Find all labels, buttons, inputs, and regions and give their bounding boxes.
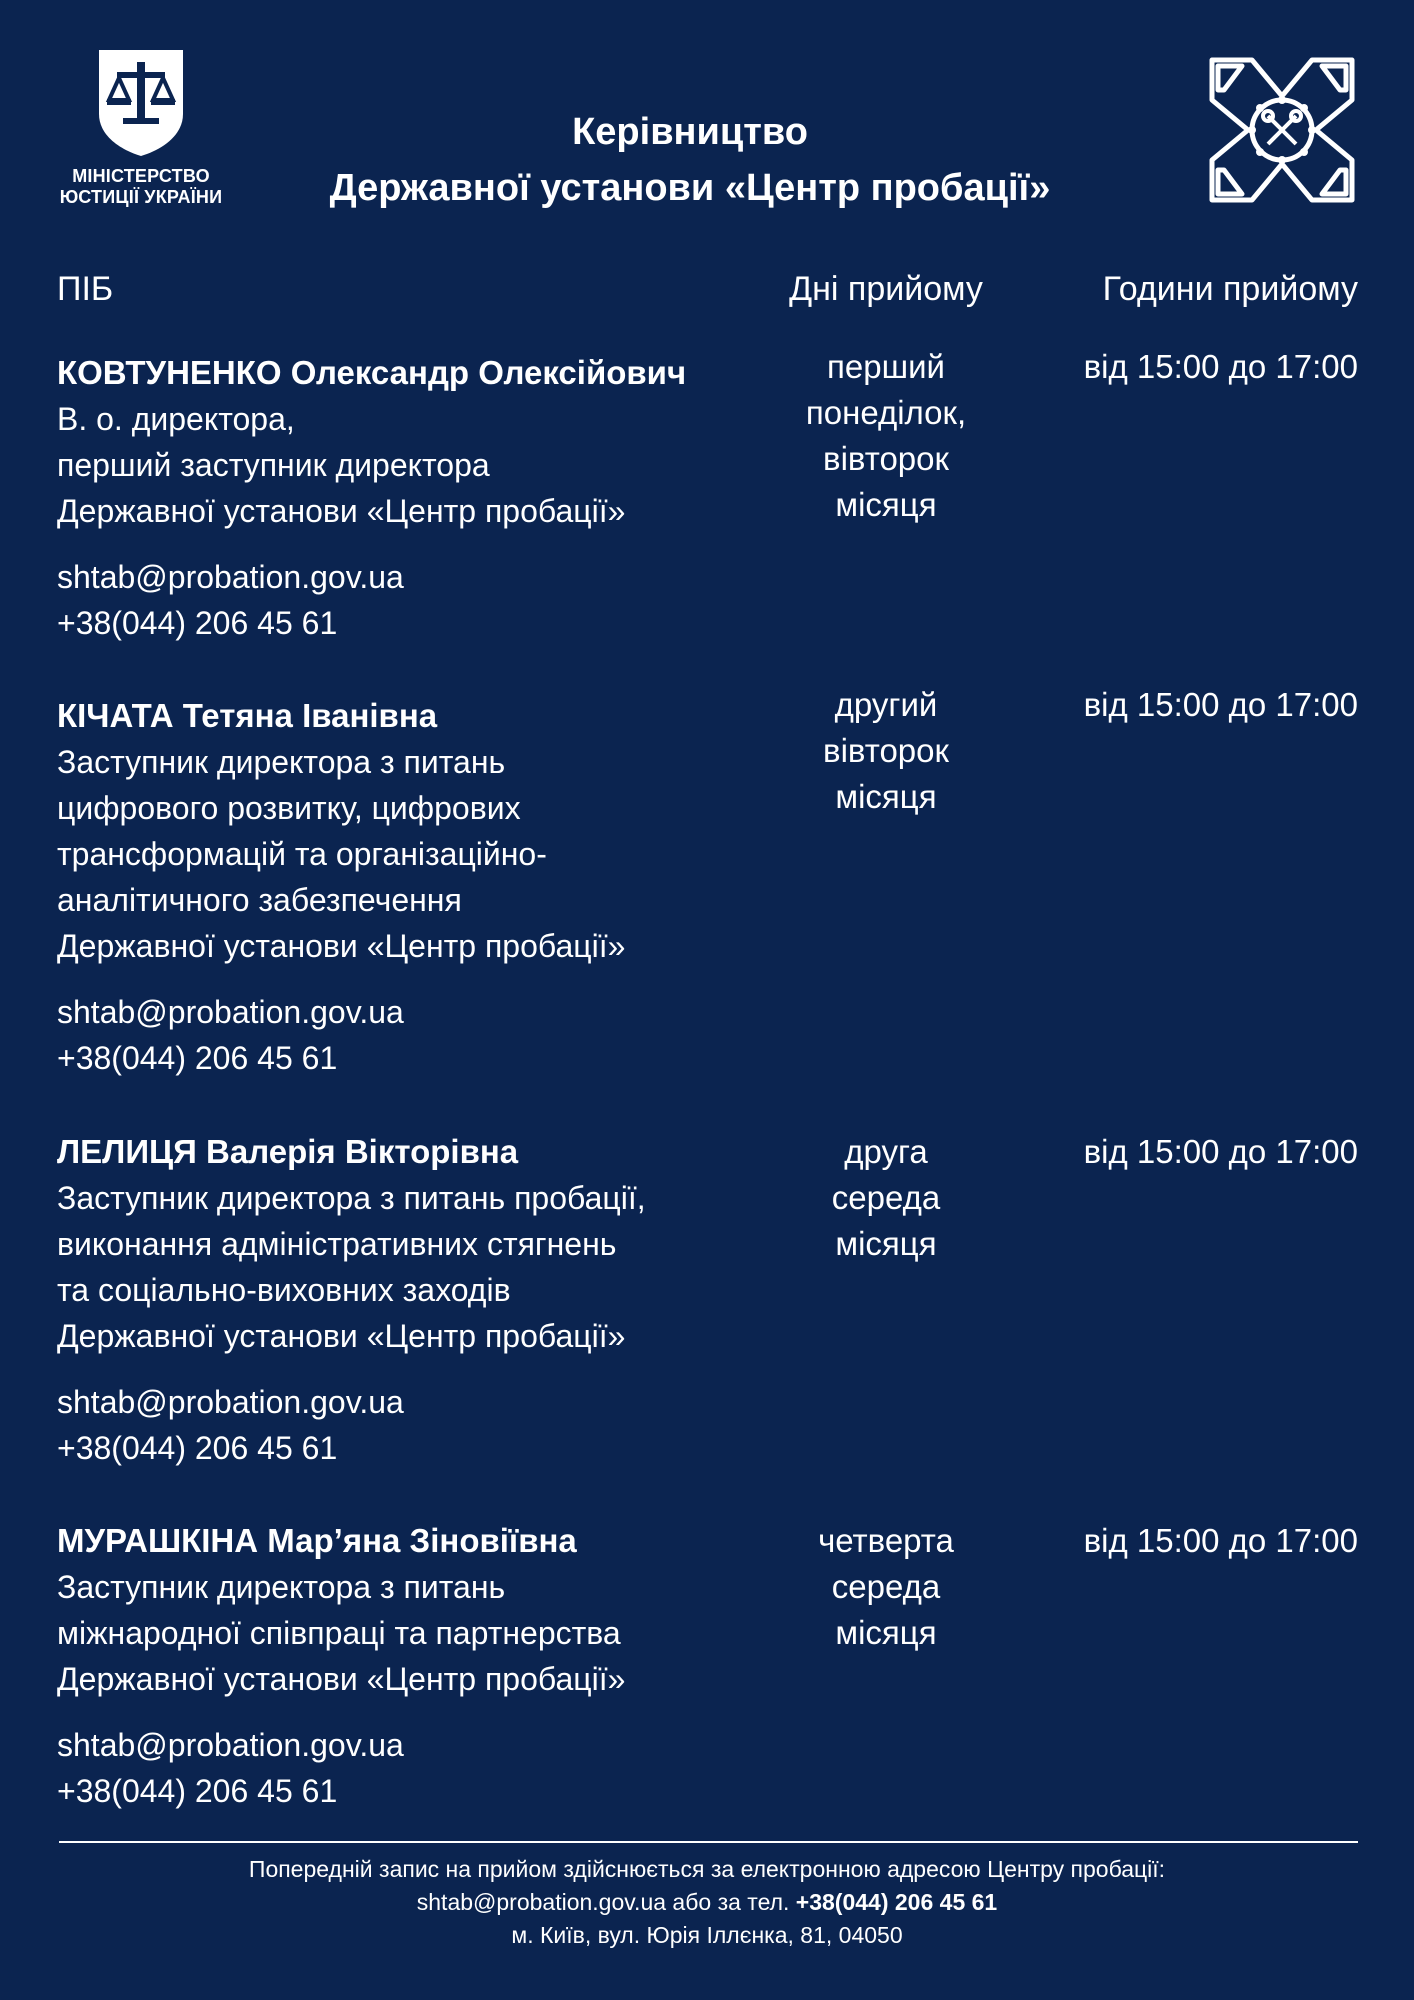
role-line: В. о. директора, — [57, 401, 295, 437]
column-header-days: Дні прийому — [789, 270, 983, 308]
email-link[interactable]: shtab@probation.gov.ua — [57, 559, 404, 595]
days-line: перший — [827, 348, 945, 385]
email-link[interactable]: shtab@probation.gov.ua — [57, 1727, 404, 1763]
probation-logo — [1208, 56, 1356, 204]
footer-note — [60, 1853, 1354, 1952]
role-line: аналітичного забезпечення — [57, 882, 462, 918]
person-entry — [57, 350, 777, 646]
title-line1: Керівництво — [572, 111, 808, 153]
reception-days — [770, 682, 1002, 820]
title-line2: Державної установи «Центр пробації» — [329, 167, 1051, 209]
reception-hours: від 15:00 до 17:00 — [1083, 686, 1358, 723]
days-line: вівторок — [823, 440, 949, 477]
person-name: ЛЕЛИЦЯ Валерія Вікторівна — [57, 1133, 519, 1170]
days-line: місяця — [835, 778, 937, 815]
reception-hours: від 15:00 до 17:00 — [1083, 1522, 1358, 1559]
phone-number: +38(044) 206 45 61 — [57, 1430, 338, 1466]
phone-number: +38(044) 206 45 61 — [57, 1040, 338, 1076]
footer-divider — [59, 1841, 1358, 1843]
reception-days — [770, 1518, 1002, 1656]
reception-days — [770, 344, 1002, 528]
person-contacts — [57, 1722, 777, 1814]
days-line: місяця — [835, 1614, 937, 1651]
role-line: Державної установи «Центр пробації» — [57, 928, 626, 964]
days-line: місяця — [835, 486, 937, 523]
footer-line2 — [60, 1886, 1354, 1919]
footer-line1: Попередній запис на прийом здійснюється за електронною адресою Центру пробації: — [248, 1856, 1166, 1882]
probation-cross-keys-icon — [1208, 56, 1356, 204]
ministry-logo — [56, 48, 226, 208]
person-role — [57, 1564, 777, 1702]
column-header-name: ПІБ — [57, 270, 114, 308]
footer-phone: +38(044) 206 45 61 — [795, 1889, 998, 1915]
role-line: Заступник директора з питань — [57, 744, 506, 780]
days-line: середа — [831, 1179, 941, 1216]
days-line: середа — [831, 1568, 941, 1605]
role-line: трансформацій та організаційно- — [57, 836, 547, 872]
person-name: КОВТУНЕНКО Олександр Олексійович — [57, 354, 687, 391]
days-line: друга — [844, 1133, 928, 1170]
person-entry — [57, 1518, 777, 1814]
logo-text-line2: ЮСТИЦІЇ УКРАЇНИ — [59, 187, 223, 207]
days-line: понеділок, — [805, 394, 967, 431]
person-contacts — [57, 1379, 777, 1471]
person-entry — [57, 1129, 777, 1471]
reception-hours: від 15:00 до 17:00 — [1083, 1133, 1358, 1170]
footer-address: м. Київ, вул. Юрія Іллєнка, 81, 04050 — [511, 1922, 903, 1948]
role-line: Заступник директора з питань пробації, — [57, 1180, 646, 1216]
logo-text-line1: МІНІСТЕРСТВО — [72, 166, 210, 186]
person-name: КІЧАТА Тетяна Іванівна — [57, 697, 438, 734]
role-line: Державної установи «Центр пробації» — [57, 1661, 626, 1697]
days-line: другий — [834, 686, 938, 723]
person-contacts — [57, 554, 777, 646]
days-line: місяця — [835, 1225, 937, 1262]
person-role — [57, 739, 777, 969]
reception-days — [770, 1129, 1002, 1267]
email-link[interactable]: shtab@probation.gov.ua — [57, 1384, 404, 1420]
reception-hours: від 15:00 до 17:00 — [1083, 348, 1358, 385]
days-line: четверта — [818, 1522, 954, 1559]
page-title — [240, 104, 1140, 216]
role-line: Заступник директора з питань — [57, 1569, 506, 1605]
days-line: вівторок — [823, 732, 949, 769]
role-line: Державної установи «Центр пробації» — [57, 1318, 626, 1354]
person-role — [57, 396, 777, 534]
role-line: виконання адміністративних стягнень — [57, 1226, 617, 1262]
role-line: цифрового розвитку, цифрових — [57, 790, 521, 826]
person-entry — [57, 693, 777, 1081]
email-link[interactable]: shtab@probation.gov.ua — [57, 994, 404, 1030]
footer-email-text[interactable]: shtab@probation.gov.ua або за тел. — [416, 1889, 790, 1915]
person-role — [57, 1175, 777, 1359]
person-name: МУРАШКІНА Мар’яна Зіновіївна — [57, 1522, 577, 1559]
role-line: міжнародної співпраці та партнерства — [57, 1615, 621, 1651]
role-line: та соціально-виховних заходів — [57, 1272, 511, 1308]
person-contacts — [57, 989, 777, 1081]
phone-number: +38(044) 206 45 61 — [57, 1773, 338, 1809]
column-header-hours: Години прийому — [1102, 270, 1358, 308]
role-line: перший заступник директора — [57, 447, 490, 483]
phone-number: +38(044) 206 45 61 — [57, 605, 338, 641]
role-line: Державної установи «Центр пробації» — [57, 493, 626, 529]
scales-shield-icon — [97, 48, 185, 158]
